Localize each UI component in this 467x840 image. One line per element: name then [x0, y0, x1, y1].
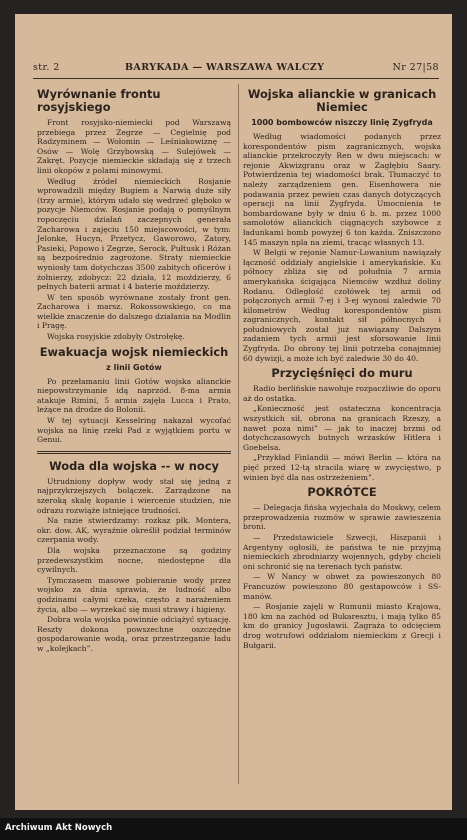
right-column: [243, 84, 441, 651]
page-header: [33, 62, 439, 78]
archive-label: Archiwum Akt Nowych: [5, 823, 113, 833]
article-paragraph: Po przełamaniu linii Gotów wojska alianckie niepowstrzymanie idą naprzód. 8-ma armia atakuje Rimini, 5 armia zajęła Lucca i Prato, leżące na drodze do Bolonii.: [37, 376, 231, 415]
article-paragraph: Według wiadomości podanych przez korespondentów pism zagranicznych, wojska alianckie przekroczyły Ren w dwu miejscach: w rejonie Akwizgranu oraz w Zagłębiu Saary. Potwierdzenia tej wiadomości brak. Tłumaczyć to należy zarządzeniem gen. Eisenhowera nie podawania przez pewien czas danych dotyczących operacji na linii Zygfryda. Umocnienia te bombardowane były w dniu 6 b. m. przez 1000 samolotów alianckich ciągnących szybowce z ładunkami bomb powyżej 6 ton każda. Zniszczono 145 maszyn npla na ziemi, tracąc własnych 13.: [243, 132, 441, 247]
article-paragraph: Dobra wola wojska powinnie odciążyć sytuację. Reszty dokona powszechne oszczędne gospodarowanie wodą, oraz przestrzeganie ładu w „kolejkach”.: [37, 615, 231, 653]
article-paragraph: Front rosyjsko-niemiecki pod Warszawą przebiega przez Zegrze — Cegielnię pod Radzyminem — Wołomin — Leśniakowiznę — Osów — Wolę Grzybowską — Sulejówek — Zakręt. Pozycje niemieckie składają się z trzech linii okopów z polami minowymi.: [37, 118, 231, 175]
article-title: Przycięśnięci do muru: [271, 366, 413, 381]
article-paragraph: W ten sposób wyrównane zostały front gen. Zacharowa i marsz. Rokossowskiego, co ma wielkie znaczenie do dalszego działania na Modlin i Pragę.: [37, 292, 231, 331]
newspaper-title: BARYKADA — WARSZAWA WALCZY: [125, 62, 325, 73]
article-paragraph: W tej sytuacji Kesselring nakazał wycofać wojska na linię rzeki Pad z wyjątkiem portu w Genui.: [37, 416, 231, 445]
article-title: Woda dla wojska -- w nocy: [49, 458, 219, 473]
article-subtitle: 1000 bombowców niszczy linię Zygfryda: [251, 118, 433, 127]
column-divider: [238, 84, 239, 784]
article-paragraph: Tymczasem masowe pobieranie wody przez wojsko za dnia sprawia, że ludność albo godzinami całymi czeka, często z narażeniem życia, albo — wyrzekać się musi strawy i higieny.: [37, 575, 231, 614]
article-paragraph: — W Nancy w obwet za powieszonych 80 Francuzów powieszono 80 gestapowców i SS-manów.: [243, 572, 441, 601]
article-title: Wyrównanie frontu rosyjskiego: [37, 87, 161, 114]
article-paragraph: — Delegacja fińska wyjechała do Moskwy, celem przeprowadzenia rozmów w sprawie zawieszenia broni.: [243, 503, 441, 532]
article-paragraph: „Konieczność jest ostateczna koncentracja wszystkich sił, obrona na granicach Rzeszy, a nawet poza nimi” — jak to inaczej brzmi od dotychczasowych butnych wrzasków Hitlera i Goebelsa.: [243, 404, 441, 452]
article-paragraph: Wojska rosyjskie zdobyły Ostrołękę.: [47, 332, 185, 342]
article-title: Wojska alianckie w granicach Niemiec: [247, 87, 437, 114]
issue-number: Nr 27|58: [392, 62, 439, 73]
article-title: POKRÓTCE: [307, 485, 377, 500]
article-paragraph: Dla wojska przeznaczone są godziny przedewszystkim nocne, niedostępne dla cywilnych.: [37, 545, 231, 575]
newspaper-page: [15, 14, 452, 810]
article-paragraph: — Rosjanie zajęli w Rumunii miasto Krajowa, 180 km na zachód od Bukaresztu, i mają tylko 85 km do granicy Jugosławii. Zagraża to odcięciem drog wotrufowi oddziałom niemieckim z Grecji i Bułgarii.: [243, 602, 441, 650]
article-paragraph: — Przedstawiciele Szwecji, Hiszpanii i Argentyny ogłosili, że państwa te nie przyjmą niemieckich zbrodniarzy wojennych, gdyby chcieli oni schronić się na terenach tych państw.: [243, 532, 441, 571]
article-paragraph: Na razie stwierdzamy: rozkaz płk. Montera, okr. dow. AK, wyraźnie określił podział terminów czerpania wody.: [37, 516, 231, 545]
article-title: Ewakuacja wojsk niemieckich: [39, 344, 229, 359]
page-number: str. 2: [33, 62, 60, 73]
article-paragraph: Radio berlińskie nawołuje rozpaczliwie do oporu aż do ostatka.: [243, 384, 441, 403]
header-rule: [33, 78, 439, 79]
section-separator: [37, 451, 231, 454]
article-subtitle: z linii Gotów: [106, 362, 162, 372]
article-paragraph: Według źródeł niemieckich Rosjanie wprowadzili między Bugiem a Narwią duże siły (trzy armie), którym udało się wedrzeć głęboko w pozycje Niemców. Rosjanie podają o pomyślnym ropoczęciu działań zaczepnych generała Zacharowa i zajęciu 150 miejscowości, w tym: Jelonke, Hucyn, Przetycz, Gaworowo, Zatory, Pasieki, Popowo i Zegrze, Serock, Pułtusk i Różan są bezpośrednio zagrożone. Straty niemieckie wyniosły tam dotychczas 3500 zabitych oficerów i żołnierzy, zdobycz: 22 działa, 12 moździerzy, 6 pełnych baterii armat i 4 baterie moździerzy.: [37, 176, 231, 292]
article-paragraph: „Przykład Finlandii — mówi Berlin — która na pięć przed 12-tą stracila wiarę w zwycięstwo, p winien być dla nas ostrzeżeniem”.: [243, 453, 441, 482]
article-paragraph: W Belgii w rejonie Namur-Lowanium nawiązały łączność oddziały angielskie i amerykańskie. Ku północy zbliża się od południa 7 armia amerykańska ścigająca Niemców wzdłuż doliny Rodanu. Odległość czołówek tej armii od połączonych armii 7-ej i 3-ej wynosi zaledwie 70 kilometrów Według korespondentów pism zagranicznych, kontakt sił północnych i południowych został już nawiązany Dalszym zadaniem tych armii jest sforsowanie linii Zygfryda. Do obrony tej linii potrzeba conajmniej 60 dywizji, a może ich być zaledwie 30 do 40.: [243, 248, 441, 363]
left-column: [37, 84, 231, 655]
article-paragraph: Utrudniony dopływ wody stał się jedną z najprzykrzejszych bolączek. Zarządzone na szeroką skalę kopanie i wiercenie studzien, nie odrazu rozwiąże istniejące trudności.: [37, 476, 231, 515]
